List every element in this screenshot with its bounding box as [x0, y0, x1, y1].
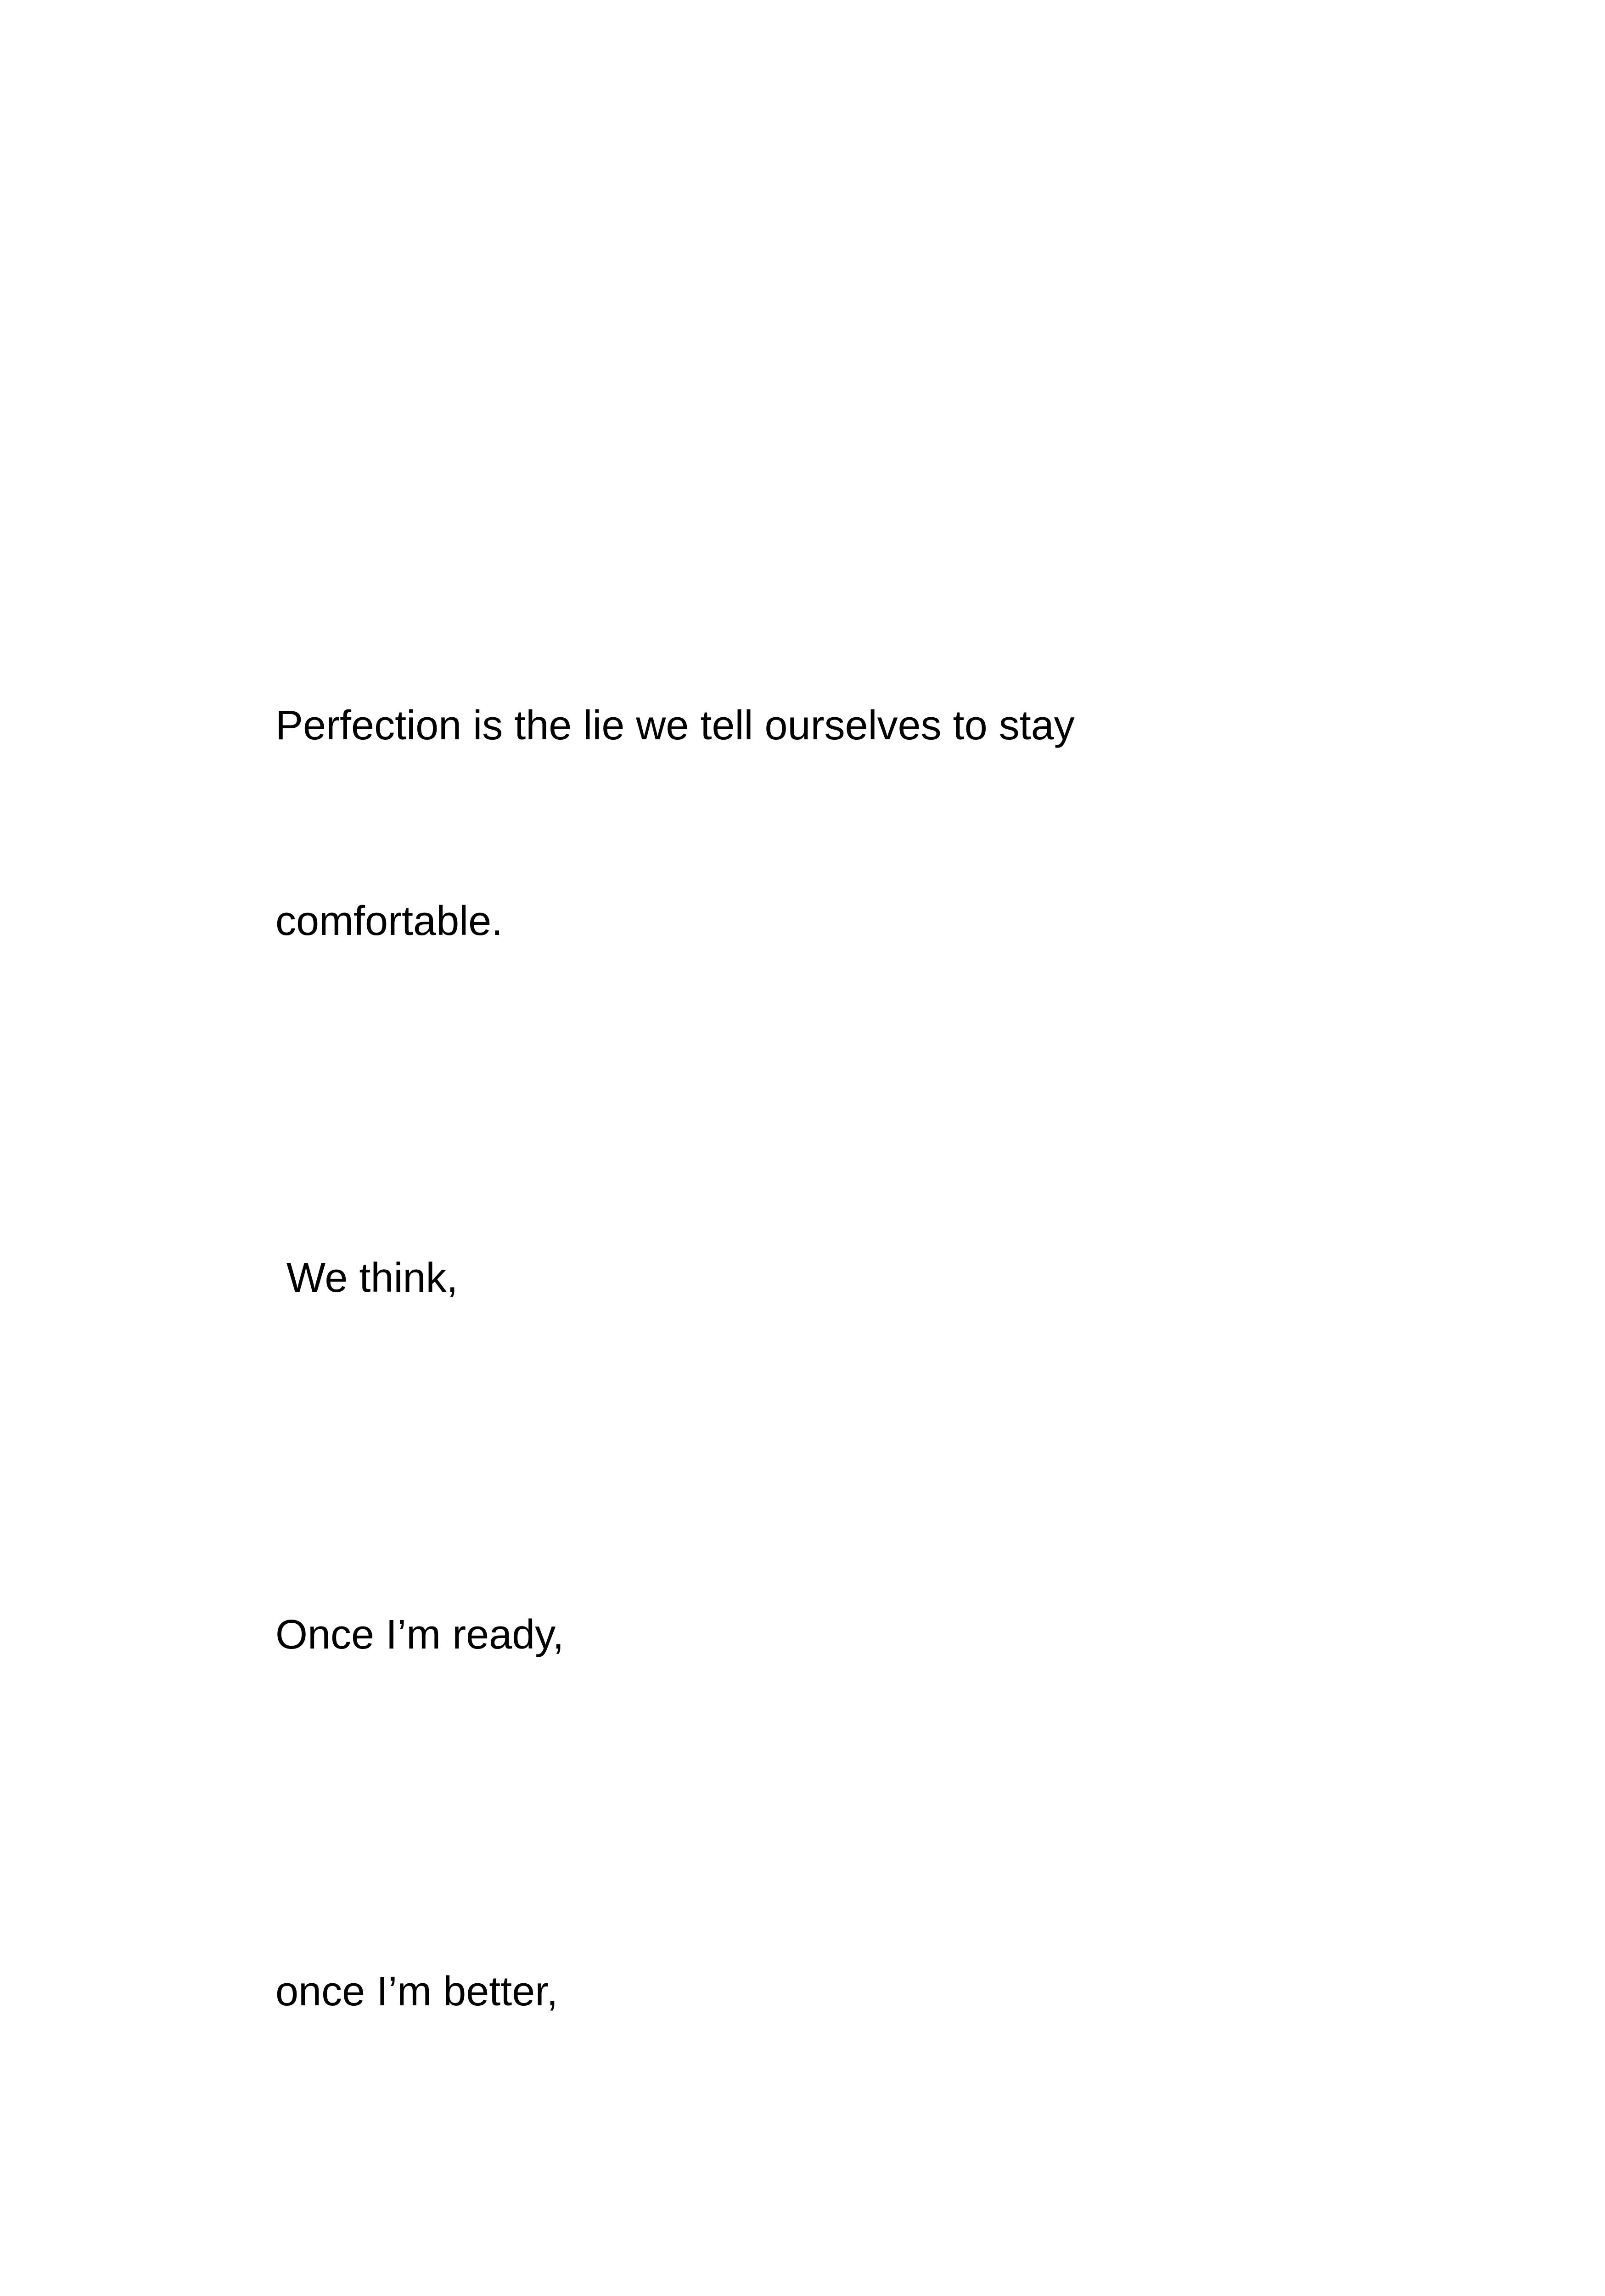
stanza — [275, 563, 1285, 1084]
poem-body — [275, 563, 1285, 2296]
poem-line: comfortable. — [275, 898, 503, 944]
stanza — [275, 1115, 1285, 1441]
stanza — [275, 1829, 1285, 2155]
stanza — [275, 2185, 1285, 2296]
stanza — [275, 1472, 1285, 1798]
poem-line: Perfection is the lie we tell ourselves to stay — [275, 703, 1075, 748]
poem-line: We think, — [286, 1255, 458, 1301]
poem-line: once I’m better, — [275, 1969, 558, 2015]
poem-line: Once I’m ready, — [275, 1612, 564, 1658]
